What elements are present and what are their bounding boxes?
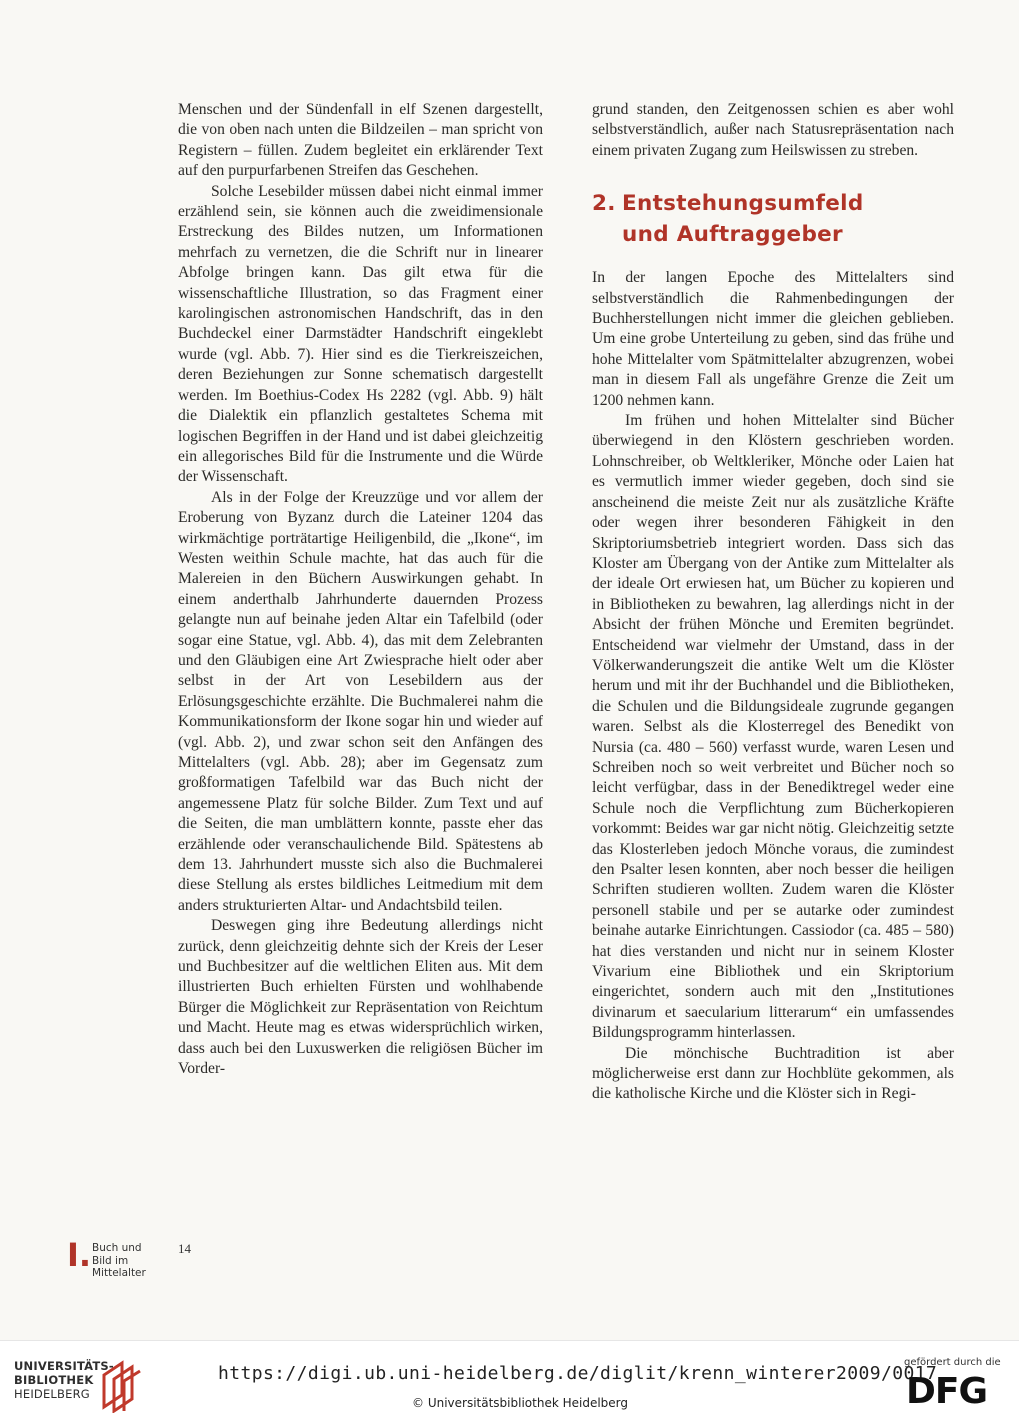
- library-logo-line: UNIVERSITÄTS-: [14, 1359, 114, 1373]
- paragraph: Deswegen ging ihre Bedeutung allerdings nicht zurück, denn gleichzeitig dehnte sich der Kreis der Leser und Buchbesitzer auf die weltlichen Eliten aus. Mit dem illustrierten Buch erhielten Fürsten und wohlhabende Bürger die Möglichkeit zur Repräsentation von Reichtum und Macht. Heute mag es etwas widersprüchlich wirken, dass auch bei den Luxuswerken die religiösen Bücher im Vorder-: [178, 917, 543, 1078]
- permalink-url[interactable]: https://digi.ub.uni-heidelberg.de/diglit/krenn_winterer2009/0017: [218, 1363, 938, 1384]
- chapter-label-line: Mittelalter: [92, 1267, 146, 1280]
- library-logo[interactable]: [14, 1359, 114, 1401]
- chapter-label-line: Buch und: [92, 1242, 142, 1254]
- chapter-label: [92, 1242, 162, 1280]
- chapter-label-line: Bild im: [92, 1254, 129, 1267]
- page-number: 14: [178, 1241, 191, 1256]
- section-title-line2: und Auftraggeber: [622, 222, 843, 248]
- copyright-notice: © Universitätsbibliothek Heidelberg: [412, 1396, 629, 1410]
- left-column: [178, 100, 543, 1080]
- dfg-logo: DFG: [906, 1371, 988, 1412]
- library-logo-line: BIBLIOTHEK: [14, 1373, 94, 1387]
- paragraph: grund standen, den Zeitgenossen schien es aber wohl selbstverständlich, außer nach Statusrepräsentation nach einem privaten Zugang zum Heilswissen zu streben.: [592, 101, 954, 159]
- chapter-mark: I.: [67, 1236, 92, 1274]
- paragraph: Die mönchische Buchtradition ist aber möglicherweise erst dann zur Hochblüte gekommen, als die katholische Kirche und die Klöster sich in Regi-: [592, 1044, 954, 1103]
- paragraph: Menschen und der Sündenfall in elf Szenen dargestellt, die von oben nach unten die Bildzeilen – man spricht von Registern – füllen. Zudem begleitet ein erklärender Text auf den purpurfarbenen Streifen das Geschehen.: [178, 101, 543, 180]
- section-number: 2.: [592, 191, 616, 217]
- library-books-icon: [100, 1357, 144, 1413]
- paragraph: Im frühen und hohen Mittelalter sind Bücher überwiegend in den Klöstern geschrieben worden. Lohnschreiber, ob Weltkleriker, Mönche oder Laien hat es vermutlich immer wieder gegeben, doch sind sie anscheinend die meiste Zeit nur als zusätzliche Kräfte oder wegen ihrer besonderen Fähigkeit in den Skriptoriumsbetrieb integriert worden. Dass sich das Kloster am Übergang von der Antike zum Mittelalter als der ideale Ort erwiesen hat, um Bücher zu kopieren und in Bibliotheken zu bewahren, lag allerdings nicht in der Absicht der frühen Mönche und Eremiten begründet. Entscheidend war vielmehr der Umstand, dass in der Völkerwanderungszeit die antike Welt um die Klöster herum und mit ihr der Buchhandel und die Bibliotheken, die Schulen und die Bildungsideale zugrunde gegangen waren. Selbst als die Klosterregel des Benedikt von Nursia (ca. 480 – 560) verfasst wurde, waren Lesen und Schreiben noch so weit verbreitet und Bücher noch so leicht verfügbar, dass in der Benediktregel weder eine Schule noch die Verpflichtung zum Bücherkopieren vorkommt: Beides war gar nicht nötig. Gleichzeitig setzte das Klosterleben jedoch Mönche voraus, die zumindest den Psalter lesen konnten, aber noch besser die heiligen Schriften studieren wollten. Zudem waren die Klöster personell stabile und per se autarke oder zumindest beinahe autarke Einrichtungen. Cassiodor (ca. 485 – 580) hat dies verstanden und nicht nur in seinem Kloster Vivarium eine Bibliothek und ein Skriptorium eingerichtet, sondern auch mit den „Institutiones divinarum et saecularium litterarum“ ein umfassendes Bildungsprogramm hinterlassen.: [592, 412, 954, 1042]
- paragraph: Als in der Folge der Kreuzzüge und vor allem der Eroberung von Byzanz durch die Lateiner 1204 das wirkmächtige porträtartige Heiligenbild, die „Ikone“, im Westen weithin Schule machte, hat das auch für die Malereien in den Büchern Auswirkungen gehabt. In einem anderthalb Jahrhunderte dauernden Prozess gelangte nun auf beinahe jeden Altar ein Tafelbild (oder sogar eine Statue, vgl. Abb. 4), das mit dem Zelebranten und den Gläubigen eine Art Zwiesprache hielt oder aber selbst in der Art von Lesebildern aus der Erlösungsgeschichte erzählte. Die Buchmalerei nahm die Kommunikationsform der Ikone sogar hin und wieder auf (vgl. Abb. 2), und zwar schon seit den Anfängen des Mittelalters (vgl. Abb. 28); aber im Gegensatz zum großformatigen Tafelbild war das Buch nicht der angemessene Platz für solche Bilder. Zum Text und auf die Seiten, die man umblättern konnte, passte eher das erzählende oder veranschaulichende Bild. Spätestens ab dem 13. Jahrhundert musste sich also die Buchmalerei diese Stellung als erstes bildliches Leitmedium mit dem anders strukturierten Altar- und Andachtsbild teilen.: [178, 488, 543, 914]
- viewer-footer: [0, 1340, 1019, 1422]
- funding-label: gefördert durch die: [904, 1357, 1001, 1368]
- paragraph: In der langen Epoche des Mittelalters sind selbstverständlich die Rahmenbedingungen der Buchherstellungen nicht immer die gleichen geblieben. Um eine grobe Unterteilung zu geben, sind das frühe und hohe Mittelalter vom Spätmittelalter abzugrenzen, wobei man in diesem Fall als ungefähre Grenze die Zeit um 1200 nehmen kann.: [592, 269, 954, 409]
- section-heading: [592, 188, 954, 250]
- section-title-line1: Entstehungsumfeld: [622, 191, 864, 217]
- right-column: [592, 100, 954, 1105]
- library-logo-line: HEIDELBERG: [14, 1387, 90, 1401]
- paragraph: Solche Lesebilder müssen dabei nicht einmal immer erzählend sein, sie können auch die zweidimensionale Erstreckung des Bildes nutzen, um Informationen mehrfach zu vernetzen, die die Schrift nur in linearer Abfolge bringen kann. Das gilt etwa für die wissenschaftliche Illustration, so das Fragment einer karolingischen astronomischen Handschrift, das in den Buchdeckel einer Darmstädter Handschrift eingeklebt wurde (vgl. Abb. 7). Hier sind es die Tierkreiszeichen, deren Beziehungen zur Sonne schematisch dargestellt werden. Im Boethius-Codex Hs 2282 (vgl. Abb. 9) hält die Dialektik ein pflanzlich gestaltetes Schema mit logischen Begriffen in der Hand und ist dabei gleichzeitig ein allegorisches Bild für die Instrumente und die Würde der Wissenschaft.: [178, 182, 543, 486]
